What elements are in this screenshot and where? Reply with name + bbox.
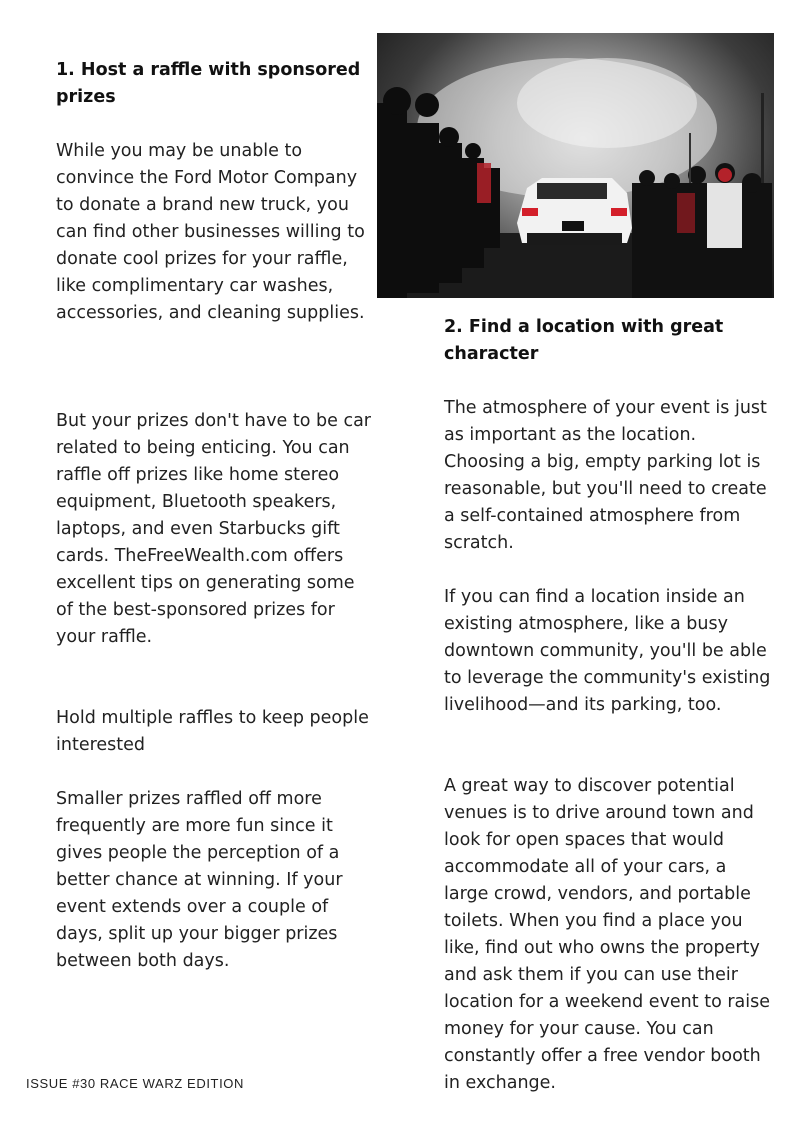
raffle-paragraph-3: Hold multiple raffles to keep people interested	[56, 708, 369, 755]
location-paragraph-2: If you can find a location inside an existing atmosphere, like a busy downtown community, you'll be able to leverage the community's existing livelihood—and its parking, too.	[444, 587, 771, 715]
raffle-paragraph-4: Smaller prizes raffled off more frequently are more fun since it gives people the perception of a better chance at winning. If your event extends over a couple of days, split up your bigger prizes between both days.	[56, 789, 343, 971]
raffle-paragraph-2: But your prizes don't have to be car related to being enticing. You can raffle off prizes like home stereo equipment, Bluetooth speakers, laptops, and even Starbucks gift cards. TheFreeWealth.com offers excellent tips on generating some of the best-sponsored prizes for your raffle.	[56, 411, 371, 647]
raffle-section-heading: 1. Host a raffle with sponsored prizes	[56, 60, 361, 107]
location-paragraph-1: The atmosphere of your event is just as important as the location. Choosing a big, empty parking lot is reasonable, but you'll need to create a self-contained atmosphere from scratch.	[444, 398, 767, 553]
burnout-event-photo	[377, 33, 774, 298]
location-section-heading: 2. Find a location with great character	[444, 317, 724, 364]
location-paragraph-3: A great way to discover potential venues is to drive around town and look for open spaces that would accommodate all of your cars, a large crowd, vendors, and portable toilets. When you find a place you like, find out who owns the property and ask them if you can use their location for a weekend event to raise money for your cause. You can constantly offer a free vendor booth in exchange.	[444, 776, 770, 1093]
raffle-paragraph-1: While you may be unable to convince the Ford Motor Company to donate a brand new truck, you can find other businesses willing to donate cool prizes for your raffle, like complimentary car washes, accessories, and cleaning supplies.	[56, 141, 365, 323]
issue-footer: ISSUE #30 RACE WARZ EDITION	[26, 1076, 244, 1091]
